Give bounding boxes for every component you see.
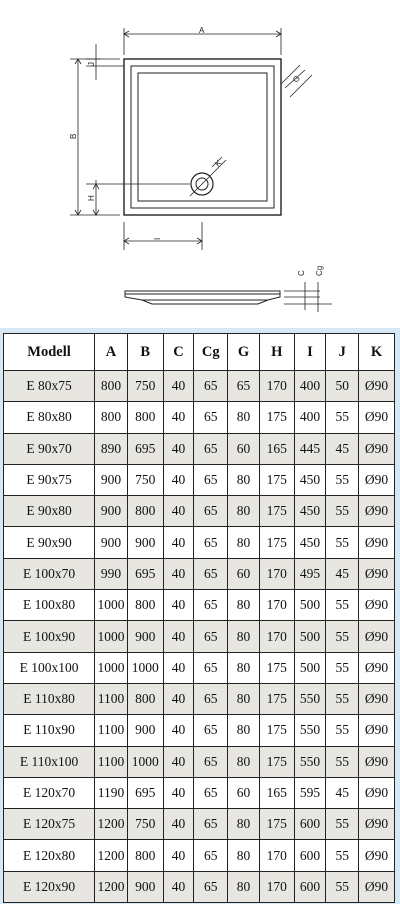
table-cell: 900: [95, 527, 128, 558]
table-cell: 65: [194, 871, 228, 902]
tray-side-view: [125, 291, 280, 304]
table-cell: 40: [163, 871, 194, 902]
table-cell: 500: [294, 652, 326, 683]
table-cell: 55: [326, 871, 359, 902]
table-cell: 495: [294, 558, 326, 589]
table-cell: 65: [194, 746, 228, 777]
dim-label-c: C: [297, 270, 306, 276]
table-cell: 695: [127, 433, 163, 464]
column-header-g: G: [228, 334, 260, 371]
table-cell: 165: [259, 777, 294, 808]
tray-top-view: [124, 59, 281, 215]
dim-label-g: G: [291, 73, 302, 85]
table-cell: 80: [228, 652, 260, 683]
table-cell: 40: [163, 809, 194, 840]
table-cell: Ø90: [359, 402, 395, 433]
table-cell: Ø90: [359, 652, 395, 683]
dim-label-i: I: [153, 237, 162, 240]
table-cell: 80: [228, 464, 260, 495]
table-cell: 40: [163, 746, 194, 777]
table-cell: 800: [127, 840, 163, 871]
table-cell: 900: [127, 527, 163, 558]
table-cell: Ø90: [359, 621, 395, 652]
model-cell: E 110x80: [4, 683, 95, 714]
dimension-j: [86, 44, 124, 80]
table-row: [4, 621, 395, 652]
table-cell: 1000: [127, 652, 163, 683]
table-cell: 40: [163, 652, 194, 683]
column-header-h: H: [259, 334, 294, 371]
table-cell: 80: [228, 683, 260, 714]
table-row: [4, 746, 395, 777]
table-cell: Ø90: [359, 371, 395, 402]
model-cell: E 90x70: [4, 433, 95, 464]
table-cell: 65: [194, 621, 228, 652]
table-cell: 170: [259, 871, 294, 902]
table-cell: 65: [194, 433, 228, 464]
table-cell: 750: [127, 371, 163, 402]
table-cell: 55: [326, 809, 359, 840]
table-cell: 80: [228, 496, 260, 527]
table-row: [4, 527, 395, 558]
table-cell: 500: [294, 621, 326, 652]
table-cell: 60: [228, 433, 260, 464]
table-row: [4, 871, 395, 902]
table-cell: 65: [194, 777, 228, 808]
table-row: [4, 496, 395, 527]
table-cell: 695: [127, 558, 163, 589]
table-cell: 175: [259, 652, 294, 683]
table-cell: 600: [294, 871, 326, 902]
table-cell: 40: [163, 558, 194, 589]
table-cell: 900: [95, 464, 128, 495]
table-cell: Ø90: [359, 433, 395, 464]
model-cell: E 120x70: [4, 777, 95, 808]
table-cell: 1000: [95, 590, 128, 621]
table-cell: 80: [228, 746, 260, 777]
table-cell: 165: [259, 433, 294, 464]
table-cell: 65: [194, 715, 228, 746]
table-row: [4, 840, 395, 871]
table-row: [4, 371, 395, 402]
table-cell: 65: [194, 527, 228, 558]
table-cell: 40: [163, 715, 194, 746]
model-cell: E 120x75: [4, 809, 95, 840]
table-cell: Ø90: [359, 464, 395, 495]
table-cell: 445: [294, 433, 326, 464]
model-cell: E 100x70: [4, 558, 95, 589]
table-cell: 890: [95, 433, 128, 464]
model-cell: E 120x80: [4, 840, 95, 871]
table-cell: 175: [259, 464, 294, 495]
table-cell: 65: [194, 590, 228, 621]
table-cell: 170: [259, 590, 294, 621]
table-cell: 900: [127, 871, 163, 902]
model-cell: E 100x80: [4, 590, 95, 621]
model-cell: E 80x75: [4, 371, 95, 402]
table-cell: 65: [194, 371, 228, 402]
table-cell: 40: [163, 777, 194, 808]
table-cell: 60: [228, 558, 260, 589]
table-cell: 40: [163, 371, 194, 402]
table-cell: 450: [294, 464, 326, 495]
table-cell: 900: [127, 715, 163, 746]
table-cell: 175: [259, 809, 294, 840]
table-cell: 600: [294, 840, 326, 871]
table-cell: 1000: [95, 621, 128, 652]
table-cell: 600: [294, 809, 326, 840]
table-cell: 1200: [95, 871, 128, 902]
table-cell: 750: [127, 464, 163, 495]
table-cell: 175: [259, 746, 294, 777]
table-cell: 55: [326, 590, 359, 621]
dimension-c-cg: [284, 282, 332, 312]
table-cell: Ø90: [359, 715, 395, 746]
table-cell: 800: [95, 402, 128, 433]
table-cell: 80: [228, 590, 260, 621]
table-cell: 550: [294, 715, 326, 746]
table-header-row: [4, 334, 395, 371]
table-cell: 900: [95, 496, 128, 527]
table-cell: 175: [259, 715, 294, 746]
table-row: [4, 715, 395, 746]
table-cell: 80: [228, 871, 260, 902]
model-cell: E 120x90: [4, 871, 95, 902]
column-header-c: C: [163, 334, 194, 371]
table-cell: 55: [326, 464, 359, 495]
table-cell: 55: [326, 746, 359, 777]
dim-label-k: K: [213, 158, 224, 169]
dim-label-a: A: [199, 26, 205, 35]
table-cell: 40: [163, 402, 194, 433]
table-cell: 170: [259, 840, 294, 871]
table-cell: 55: [326, 715, 359, 746]
table-cell: 550: [294, 746, 326, 777]
model-cell: E 90x75: [4, 464, 95, 495]
table-row: [4, 652, 395, 683]
table-cell: 55: [326, 527, 359, 558]
table-cell: 1100: [95, 746, 128, 777]
table-cell: 450: [294, 496, 326, 527]
table-cell: 80: [228, 840, 260, 871]
table-cell: 175: [259, 683, 294, 714]
table-cell: 900: [127, 621, 163, 652]
table-cell: 80: [228, 715, 260, 746]
table-cell: Ø90: [359, 527, 395, 558]
table-cell: 40: [163, 840, 194, 871]
table-cell: 65: [194, 496, 228, 527]
table-cell: 40: [163, 527, 194, 558]
table-cell: Ø90: [359, 777, 395, 808]
model-cell: E 90x90: [4, 527, 95, 558]
column-header-i: I: [294, 334, 326, 371]
dimension-i: [124, 222, 202, 250]
table-cell: Ø90: [359, 809, 395, 840]
table-cell: 55: [326, 683, 359, 714]
table-cell: 55: [326, 621, 359, 652]
table-cell: 45: [326, 777, 359, 808]
table-row: [4, 683, 395, 714]
table-row: [4, 402, 395, 433]
column-header-cg: Cg: [194, 334, 228, 371]
table-cell: 1200: [95, 809, 128, 840]
dim-label-b: B: [69, 133, 78, 139]
table-cell: 65: [194, 558, 228, 589]
table-cell: 65: [194, 652, 228, 683]
table-cell: 65: [194, 464, 228, 495]
model-cell: E 100x90: [4, 621, 95, 652]
table-row: [4, 433, 395, 464]
technical-drawing: [0, 0, 400, 328]
table-cell: Ø90: [359, 590, 395, 621]
table-cell: 40: [163, 621, 194, 652]
table-cell: 175: [259, 527, 294, 558]
table-cell: 750: [127, 809, 163, 840]
table-row: [4, 558, 395, 589]
table-cell: 450: [294, 527, 326, 558]
table-cell: 65: [194, 683, 228, 714]
table-cell: 170: [259, 371, 294, 402]
table-cell: 1200: [95, 840, 128, 871]
model-cell: E 90x80: [4, 496, 95, 527]
table-cell: 990: [95, 558, 128, 589]
model-cell: E 110x100: [4, 746, 95, 777]
table-cell: 65: [194, 809, 228, 840]
table-cell: 45: [326, 433, 359, 464]
table-cell: 65: [228, 371, 260, 402]
table-cell: 695: [127, 777, 163, 808]
table-cell: 40: [163, 683, 194, 714]
model-cell: E 80x80: [4, 402, 95, 433]
column-header-j: J: [326, 334, 359, 371]
table-cell: Ø90: [359, 558, 395, 589]
table-cell: 80: [228, 809, 260, 840]
dim-label-h: H: [87, 195, 96, 201]
table-cell: 400: [294, 402, 326, 433]
table-row: [4, 590, 395, 621]
table-cell: 1100: [95, 715, 128, 746]
dim-label-cg: Cg: [315, 265, 324, 276]
table-row: [4, 777, 395, 808]
table-cell: 175: [259, 496, 294, 527]
table-cell: Ø90: [359, 746, 395, 777]
table-cell: 45: [326, 558, 359, 589]
column-header-b: B: [127, 334, 163, 371]
table-cell: 40: [163, 464, 194, 495]
table-cell: 1000: [95, 652, 128, 683]
dim-label-j: J: [87, 62, 96, 66]
table-cell: Ø90: [359, 683, 395, 714]
table-cell: 65: [194, 402, 228, 433]
table-cell: 800: [127, 683, 163, 714]
table-cell: Ø90: [359, 840, 395, 871]
table-cell: 170: [259, 558, 294, 589]
dimensions-table: [3, 333, 395, 903]
table-cell: 55: [326, 402, 359, 433]
table-cell: 595: [294, 777, 326, 808]
table-cell: 400: [294, 371, 326, 402]
table-cell: 80: [228, 402, 260, 433]
table-cell: 800: [127, 590, 163, 621]
table-cell: 1000: [127, 746, 163, 777]
table-cell: 175: [259, 402, 294, 433]
table-cell: 170: [259, 621, 294, 652]
table-cell: 55: [326, 496, 359, 527]
table-cell: 55: [326, 840, 359, 871]
table-row: [4, 809, 395, 840]
table-cell: 1100: [95, 683, 128, 714]
table-cell: Ø90: [359, 871, 395, 902]
table-cell: 40: [163, 496, 194, 527]
table-cell: 80: [228, 621, 260, 652]
column-header-k: K: [359, 334, 395, 371]
dimensions-table-panel: [0, 328, 400, 904]
table-cell: 55: [326, 652, 359, 683]
column-header-modell: Modell: [4, 334, 95, 371]
table-cell: 65: [194, 840, 228, 871]
model-cell: E 110x90: [4, 715, 95, 746]
table-row: [4, 464, 395, 495]
column-header-a: A: [95, 334, 128, 371]
table-cell: Ø90: [359, 496, 395, 527]
table-cell: 550: [294, 683, 326, 714]
table-cell: 1190: [95, 777, 128, 808]
model-cell: E 100x100: [4, 652, 95, 683]
table-cell: 800: [127, 402, 163, 433]
table-cell: 80: [228, 527, 260, 558]
table-cell: 60: [228, 777, 260, 808]
table-cell: 50: [326, 371, 359, 402]
table-cell: 40: [163, 590, 194, 621]
table-cell: 40: [163, 433, 194, 464]
table-cell: 800: [127, 496, 163, 527]
table-cell: 800: [95, 371, 128, 402]
table-cell: 500: [294, 590, 326, 621]
